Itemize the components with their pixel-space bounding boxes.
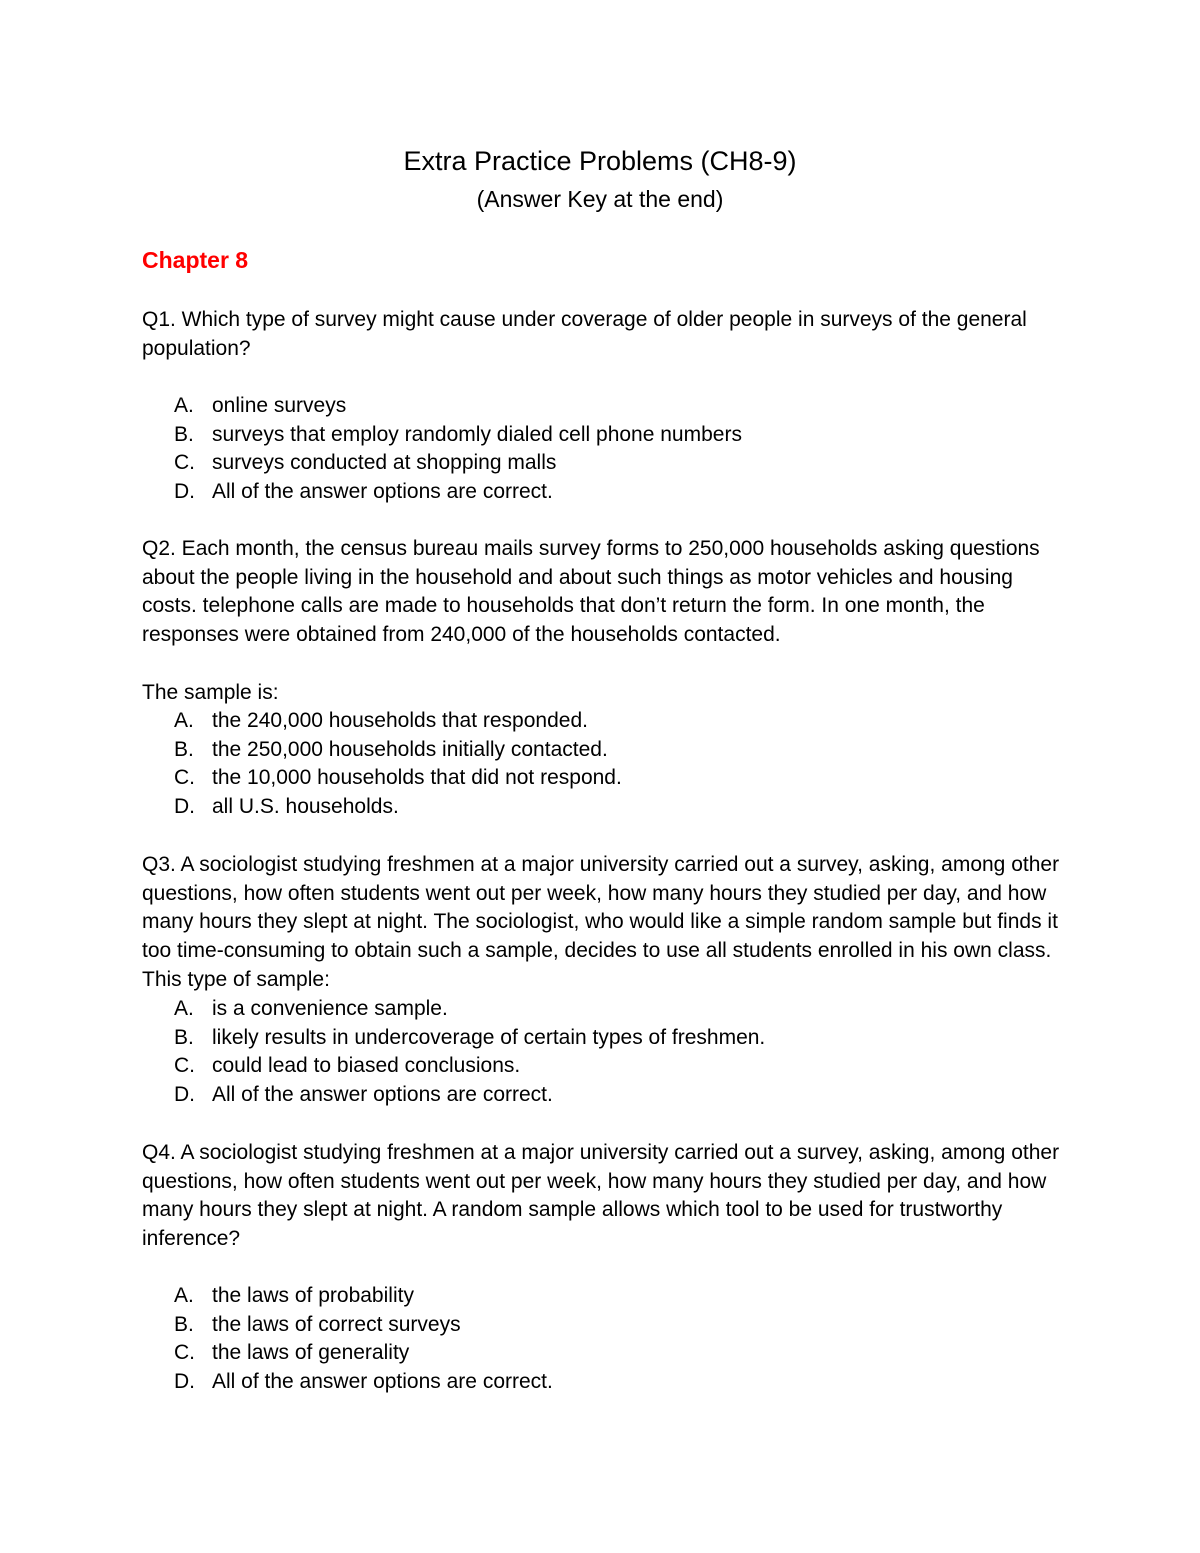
option-text: surveys that employ randomly dialed cell phone numbers <box>212 422 742 446</box>
option-text: All of the answer options are correct. <box>212 480 553 504</box>
option-text: the 250,000 households initially contacted. <box>212 737 608 761</box>
chapter-heading: Chapter 8 <box>142 247 249 273</box>
option-letter: A. <box>174 997 194 1020</box>
option-text: all U.S. households. <box>212 795 399 819</box>
answer-option <box>142 421 1062 450</box>
option-text: online surveys <box>212 394 347 417</box>
option-text: All of the answer options are correct. <box>212 1083 553 1107</box>
answer-option <box>142 736 1062 765</box>
answer-option <box>142 1024 1062 1053</box>
answer-option <box>142 1052 1062 1081</box>
answer-option <box>142 995 1062 1024</box>
option-letter: B. <box>174 1025 194 1049</box>
answer-options-q2 <box>142 707 1062 822</box>
option-text: is a convenience sample. <box>212 997 448 1020</box>
answer-option <box>142 793 1062 822</box>
answer-options-q1 <box>142 392 1062 507</box>
question-stem-q1: Q1. Which type of survey might cause under coverage of older people in surveys of the general population? <box>142 308 1027 360</box>
question-prompt-q2: The sample is: <box>142 681 279 704</box>
option-text: the laws of generality <box>212 1341 410 1365</box>
option-letter: D. <box>174 480 195 504</box>
option-text: could lead to biased conclusions. <box>212 1054 521 1078</box>
option-text: All of the answer options are correct. <box>212 1370 553 1394</box>
option-letter: C. <box>174 1054 195 1078</box>
option-letter: A. <box>174 1284 194 1307</box>
option-text: the 10,000 households that did not respond. <box>212 766 622 790</box>
answer-option <box>142 478 1062 507</box>
option-letter: D. <box>174 1370 195 1394</box>
option-text: the laws of correct surveys <box>212 1312 461 1336</box>
option-letter: A. <box>174 394 194 417</box>
option-letter: B. <box>174 1312 194 1336</box>
question-stem-q4: Q4. A sociologist studying freshmen at a major university carried out a survey, asking, among other questions, how often students went out per week, how many hours they studied per day, and how many hours they slept at night. A random sample allows which tool to be used for trustworthy inference? <box>142 1141 1060 1251</box>
document-subtitle: (Answer Key at the end) <box>476 186 724 212</box>
question-stem-q2: Q2. Each month, the census bureau mails survey forms to 250,000 households asking questions about the people living in the household and about such things as motor vehicles and housing costs. telephone calls are made to households that don’t return the form. In one month, the responses were obtained from 240,000 of the households contacted. <box>142 537 1040 647</box>
option-text: likely results in undercoverage of certain types of freshmen. <box>212 1025 766 1049</box>
option-letter: B. <box>174 422 194 446</box>
question-stem-q3: Q3. A sociologist studying freshmen at a major university carried out a survey, asking, among other questions, how often students went out per week, how many hours they studied per day, and how many hours they slept at night. The sociologist, who would like a simple random sample but finds it too time-consuming to obtain such a sample, decides to use all students enrolled in his own class. This type of sample: <box>142 853 1060 991</box>
option-letter: C. <box>174 451 195 475</box>
answer-options-q3 <box>142 995 1062 1110</box>
option-letter: C. <box>174 766 195 790</box>
answer-option <box>142 1282 1062 1311</box>
option-text: the laws of probability <box>212 1284 414 1307</box>
answer-option <box>142 449 1062 478</box>
answer-option <box>142 1081 1062 1110</box>
answer-option <box>142 392 1062 421</box>
answer-option <box>142 1368 1062 1397</box>
document-title: Extra Practice Problems (CH8-9) <box>403 146 797 176</box>
option-letter: D. <box>174 1083 195 1107</box>
answer-option <box>142 1311 1062 1340</box>
answer-option <box>142 707 1062 736</box>
option-text: the 240,000 households that responded. <box>212 709 588 732</box>
answer-option <box>142 1339 1062 1368</box>
option-letter: A. <box>174 709 194 732</box>
answer-options-q4 <box>142 1282 1062 1397</box>
answer-option <box>142 764 1062 793</box>
option-text: surveys conducted at shopping malls <box>212 451 557 475</box>
option-letter: B. <box>174 737 194 761</box>
option-letter: C. <box>174 1341 195 1365</box>
option-letter: D. <box>174 795 195 819</box>
